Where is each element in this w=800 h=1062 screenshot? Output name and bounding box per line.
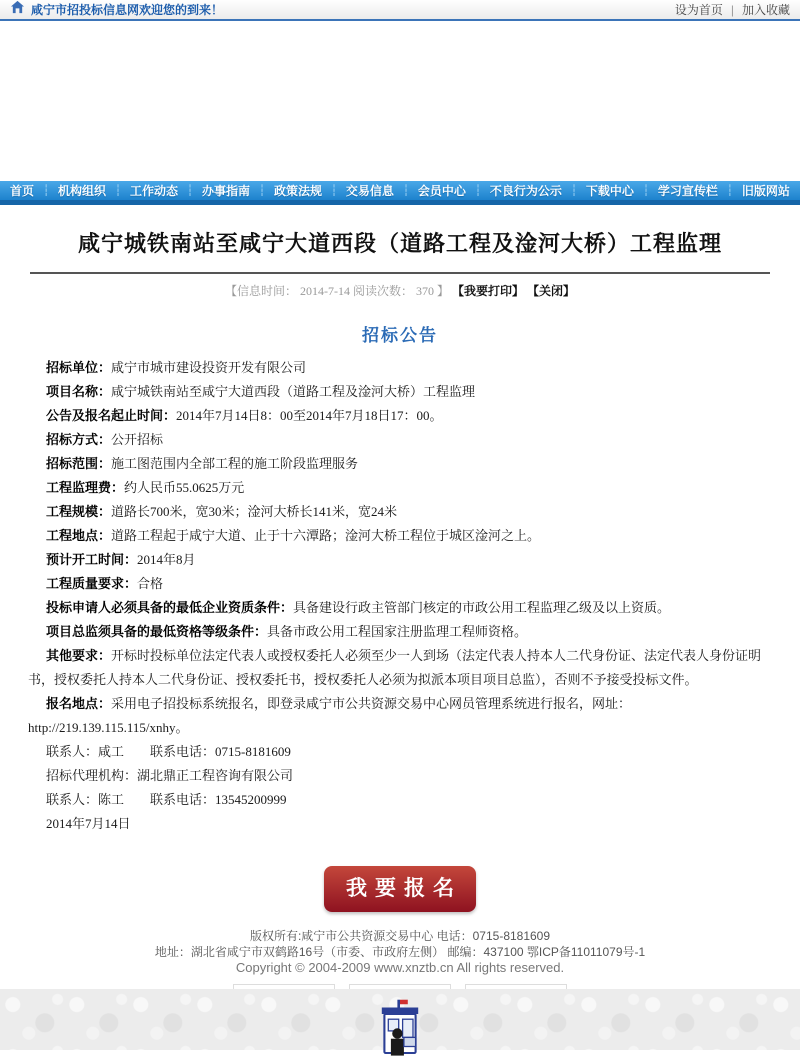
field-tender-scope: 招标范围：施工图范围内全部工程的施工阶段监理服务: [46, 456, 359, 471]
meta-bracket: 】: [436, 284, 449, 298]
contact-line-2: 联系人：陈工 联系电话：13545200999: [46, 792, 287, 807]
field-project-location: 工程地点：道路工程起于咸宁大道、止于十六潭路；淦河大桥工程位于城区淦河之上。: [46, 528, 541, 543]
nav-item-download[interactable]: 下载中心: [585, 184, 634, 198]
field-tender-method: 招标方式：公开招标: [46, 432, 164, 447]
field-project-scale: 工程规模：道路长700米，宽30米；淦河大桥长141米，宽24米: [46, 504, 398, 519]
topbar-separator: |: [730, 2, 734, 17]
nav-item-home[interactable]: 首页: [10, 184, 35, 198]
date-line: 2014年7月14日: [46, 816, 131, 831]
nav-separator: ┆: [570, 185, 578, 197]
nav-item-bad-behavior[interactable]: 不良行为公示: [489, 184, 562, 198]
title-divider: [30, 272, 770, 274]
nav-item-trade-info[interactable]: 交易信息: [345, 184, 394, 198]
field-project-name: 项目名称：咸宁城铁南站至咸宁大道西段（道路工程及淦河大桥）工程监理: [46, 384, 476, 399]
close-button[interactable]: 【关闭】: [527, 284, 576, 298]
signup-area: [28, 866, 772, 912]
topbar-links: [675, 1, 790, 18]
content-area: [0, 205, 800, 989]
nav-item-study[interactable]: 学习宣传栏: [657, 184, 718, 198]
print-button[interactable]: 【我要打印】: [452, 284, 525, 298]
nav-item-organization[interactable]: 机构组织: [57, 184, 106, 198]
contact-line-1: 联系人：咸工 联系电话：0715-8181609: [46, 744, 291, 759]
bottom-pattern-background: [0, 989, 800, 1050]
nav-separator: ┆: [114, 185, 122, 197]
topbar: [0, 0, 800, 21]
section-title-tender-notice: 招标公告: [362, 326, 438, 345]
topbar-welcome-area: [10, 0, 223, 19]
nav-separator: ┆: [726, 185, 734, 197]
field-supervisor-qualification: 项目总监须具备的最低资格等级条件：具备市政公用工程国家注册监理工程师资格。: [46, 624, 528, 639]
copyright-line: Copyright © 2004-2009 www.xnztb.cn All rights reserved.: [235, 960, 565, 975]
nav-item-guide[interactable]: 办事指南: [201, 184, 250, 198]
nav-separator: ┆: [258, 185, 266, 197]
nav-item-policy[interactable]: 政策法规: [273, 184, 322, 198]
add-favorite-link[interactable]: 加入收藏: [741, 3, 790, 17]
main-nav: [0, 181, 800, 205]
nav-separator: ┆: [474, 185, 482, 197]
article-meta: [28, 282, 772, 299]
nav-separator: ┆: [402, 185, 410, 197]
signup-button[interactable]: 我要报名: [324, 866, 476, 912]
nav-separator: ┆: [186, 185, 194, 197]
field-registration-place: 报名地点：采用电子招投标系统报名，即登录咸宁市公共资源交易中心网员管理系统进行报名，网址：http://219.139.115.115/xnhy。: [28, 696, 632, 735]
field-registration-period: 公告及报名起止时间：2014年7月14日8：00至2014年7月18日17：00。: [46, 408, 443, 423]
nav-item-old-site[interactable]: 旧版网站: [741, 184, 790, 198]
info-time-label: 【信息时间：: [224, 284, 297, 298]
nav-separator: ┆: [330, 185, 338, 197]
copyright-owner-line: 版权所有:咸宁市公共资源交易中心 电话：0715-8181609: [249, 929, 551, 943]
welcome-text: 咸宁市招投标信息网欢迎您的到来！: [31, 3, 224, 17]
field-supervision-fee: 工程监理费：约人民币55.0625万元: [46, 480, 245, 495]
field-bidder-qualification: 投标申请人必须具备的最低企业资质条件：具备建设行政主管部门核定的市政公用工程监理乙级及以上资质。: [46, 600, 671, 615]
field-quality-requirement: 工程质量要求：合格: [46, 576, 164, 591]
nav-separator: ┆: [42, 185, 50, 197]
field-start-time: 预计开工时间：2014年8月: [46, 552, 196, 567]
article-body: [28, 356, 772, 836]
banner-area: [0, 21, 800, 181]
nav-item-member-center[interactable]: 会员中心: [417, 184, 466, 198]
nav-separator: ┆: [642, 185, 650, 197]
field-tender-unit: 招标单位：咸宁市城市建设投资开发有限公司: [46, 360, 307, 375]
page-title: 咸宁城铁南站至咸宁大道西段（道路工程及淦河大桥）工程监理: [77, 231, 722, 256]
set-home-link[interactable]: 设为首页: [674, 3, 723, 17]
agency-line: 招标代理机构：湖北鼎正工程咨询有限公司: [46, 768, 294, 783]
views-label: 阅读次数：: [352, 284, 413, 298]
home-icon: [10, 0, 25, 19]
nav-item-work-news[interactable]: 工作动态: [129, 184, 178, 198]
views-value: 370: [415, 284, 434, 298]
police-kiosk-icon: [374, 997, 426, 1062]
field-other-requirements: 其他要求：开标时投标单位法定代表人或授权委托人必须至少一人到场（法定代表人持本人二代身份证、法定代表人身份证明书，授权委托人持本人二代身份证、授权委托书，授权委托人必须为拟派本项目项目总监），否则不予接受投标文件。: [28, 648, 762, 687]
info-time-value: 2014-7-14: [299, 284, 350, 298]
address-line: 地址：湖北省咸宁市双鹤路16号（市委、市政府左侧） 邮编：437100 鄂ICP备11011079号-1: [154, 945, 646, 959]
